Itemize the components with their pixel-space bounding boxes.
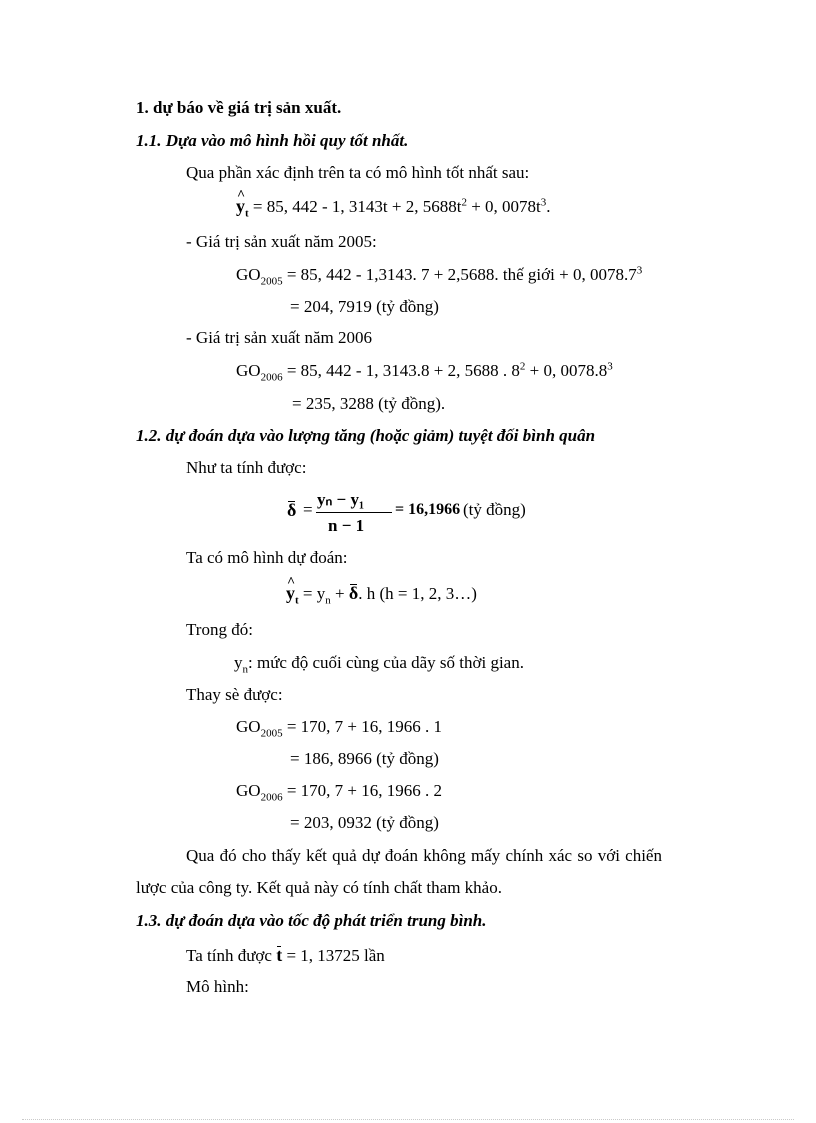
formula-body: = 170, 7 + 16, 1966 . 1 xyxy=(282,717,442,736)
section-1-heading: 1. dự báo về giá trị sản xuất. xyxy=(136,98,342,117)
delta-unit: (tỷ đồng) xyxy=(463,500,526,519)
delta-result: = 16,1966 xyxy=(395,501,461,518)
average-delta-formula xyxy=(287,486,537,538)
go-symbol: GO xyxy=(236,265,261,284)
go-2006-label: - Giá trị sản xuất năm 2006 xyxy=(186,328,373,347)
go-year-subscript: 2006 xyxy=(260,791,283,804)
model-part-1: = y xyxy=(298,584,326,603)
delta-bar-symbol: δ xyxy=(348,583,359,603)
conclusion-line-2: lược của công ty. Kết quả này có tính chất tham khảo. xyxy=(136,878,502,897)
formula-body-2: + 0, 0078.8 xyxy=(525,361,608,380)
go-year-subscript: 2005 xyxy=(260,727,283,740)
where-label: Trong đó: xyxy=(186,620,253,639)
calc-value: = 1, 13725 lần xyxy=(282,946,385,965)
formula-body-1: = 85, 442 - 1, 3143.8 + 2, 5688 . 8 xyxy=(282,361,520,380)
calc-prefix: Ta tính được xyxy=(186,946,277,965)
go-2005-delta-result: = 186, 8966 (tỷ đồng) xyxy=(290,749,439,768)
model-part-2: + xyxy=(330,584,349,603)
go-2006-regression-formula xyxy=(236,360,613,384)
delta-bar-symbol: δ xyxy=(287,500,297,520)
go-2006-delta-formula xyxy=(236,781,442,804)
average-growth-rate-line xyxy=(186,945,385,966)
section-1-3-model-label: Mô hình: xyxy=(186,977,249,996)
go-2005-label: - Giá trị sản xuất năm 2005: xyxy=(186,232,377,251)
formula-body: = 170, 7 + 16, 1966 . 2 xyxy=(282,781,442,800)
y-hat-symbol: ^ y xyxy=(286,583,295,603)
go-2005-regression-result: = 204, 7919 (tỷ đồng) xyxy=(290,297,439,316)
conclusion-line-1: Qua đó cho thấy kết quả dự đoán không mấy chính xác so với chiến xyxy=(186,846,662,865)
y-hat-subscript: t xyxy=(295,594,299,607)
section-1-2-heading: 1.2. dự đoán dựa vào lượng tăng (hoặc giảm) tuyệt đối bình quân xyxy=(136,426,596,445)
go-2006-delta-result: = 203, 0932 (tỷ đồng) xyxy=(290,813,439,832)
section-1-1-heading: 1.1. Dựa vào mô hình hồi quy tốt nhất. xyxy=(136,131,409,150)
delta-equals: = xyxy=(303,500,313,519)
yn-subscript: n xyxy=(242,663,248,676)
formula-exponent-2: 3 xyxy=(607,360,613,373)
yn-subscript: n xyxy=(325,594,331,607)
fraction-rule xyxy=(316,512,392,513)
page-bottom-divider xyxy=(22,1119,794,1120)
section-1-1-intro: Qua phần xác định trên ta có mô hình tốt nhất sau: xyxy=(186,163,530,182)
formula-exponent: 3 xyxy=(636,264,643,277)
go-year-subscript: 2005 xyxy=(260,275,283,288)
y-hat-subscript: t xyxy=(245,207,249,220)
model-part-1: = 85, 442 - 1, 3143t + 2, 5688t xyxy=(248,197,462,216)
forecast-model-equation xyxy=(286,583,477,607)
substitution-label: Thay sè được: xyxy=(186,685,283,704)
fraction-denominator: n − 1 xyxy=(328,516,365,535)
go-year-subscript: 2006 xyxy=(260,371,283,384)
model-exponent-1: 2 xyxy=(461,196,467,209)
model-part-3: . h (h = 1, 2, 3…) xyxy=(358,584,477,603)
section-1-2-model-label: Ta có mô hình dự đoán: xyxy=(186,548,348,567)
go-2006-regression-result: = 235, 3288 (tỷ đồng). xyxy=(292,394,446,413)
go-2005-regression-formula xyxy=(236,264,643,288)
go-symbol: GO xyxy=(236,361,261,380)
y-hat-symbol: ^ y xyxy=(236,196,245,216)
go-2005-delta-formula xyxy=(236,717,442,740)
model-exponent-2: 3 xyxy=(540,196,547,209)
go-symbol: GO xyxy=(236,717,261,736)
formula-body: = 85, 442 - 1,3143. 7 + 2,5688. thế giới + 0, 0078.7 xyxy=(282,265,637,284)
formula-exponent-1: 2 xyxy=(519,360,526,373)
yn-symbol: y xyxy=(234,653,243,672)
model-part-2: + 0, 0078t xyxy=(466,197,541,216)
yn-definition-text: : mức độ cuối cùng của dãy số thời gian. xyxy=(248,653,524,672)
yn-definition xyxy=(234,653,524,676)
fraction-numerator: yₙ − y₁ xyxy=(317,490,365,509)
go-symbol: GO xyxy=(236,781,261,800)
model-part-3: . xyxy=(546,197,551,216)
section-1-3-heading: 1.3. dự đoán dựa vào tốc độ phát triển trung bình. xyxy=(136,911,487,930)
regression-model-equation xyxy=(236,196,551,220)
t-bar-symbol: t xyxy=(276,945,283,965)
section-1-2-intro: Như ta tính được: xyxy=(186,458,307,477)
